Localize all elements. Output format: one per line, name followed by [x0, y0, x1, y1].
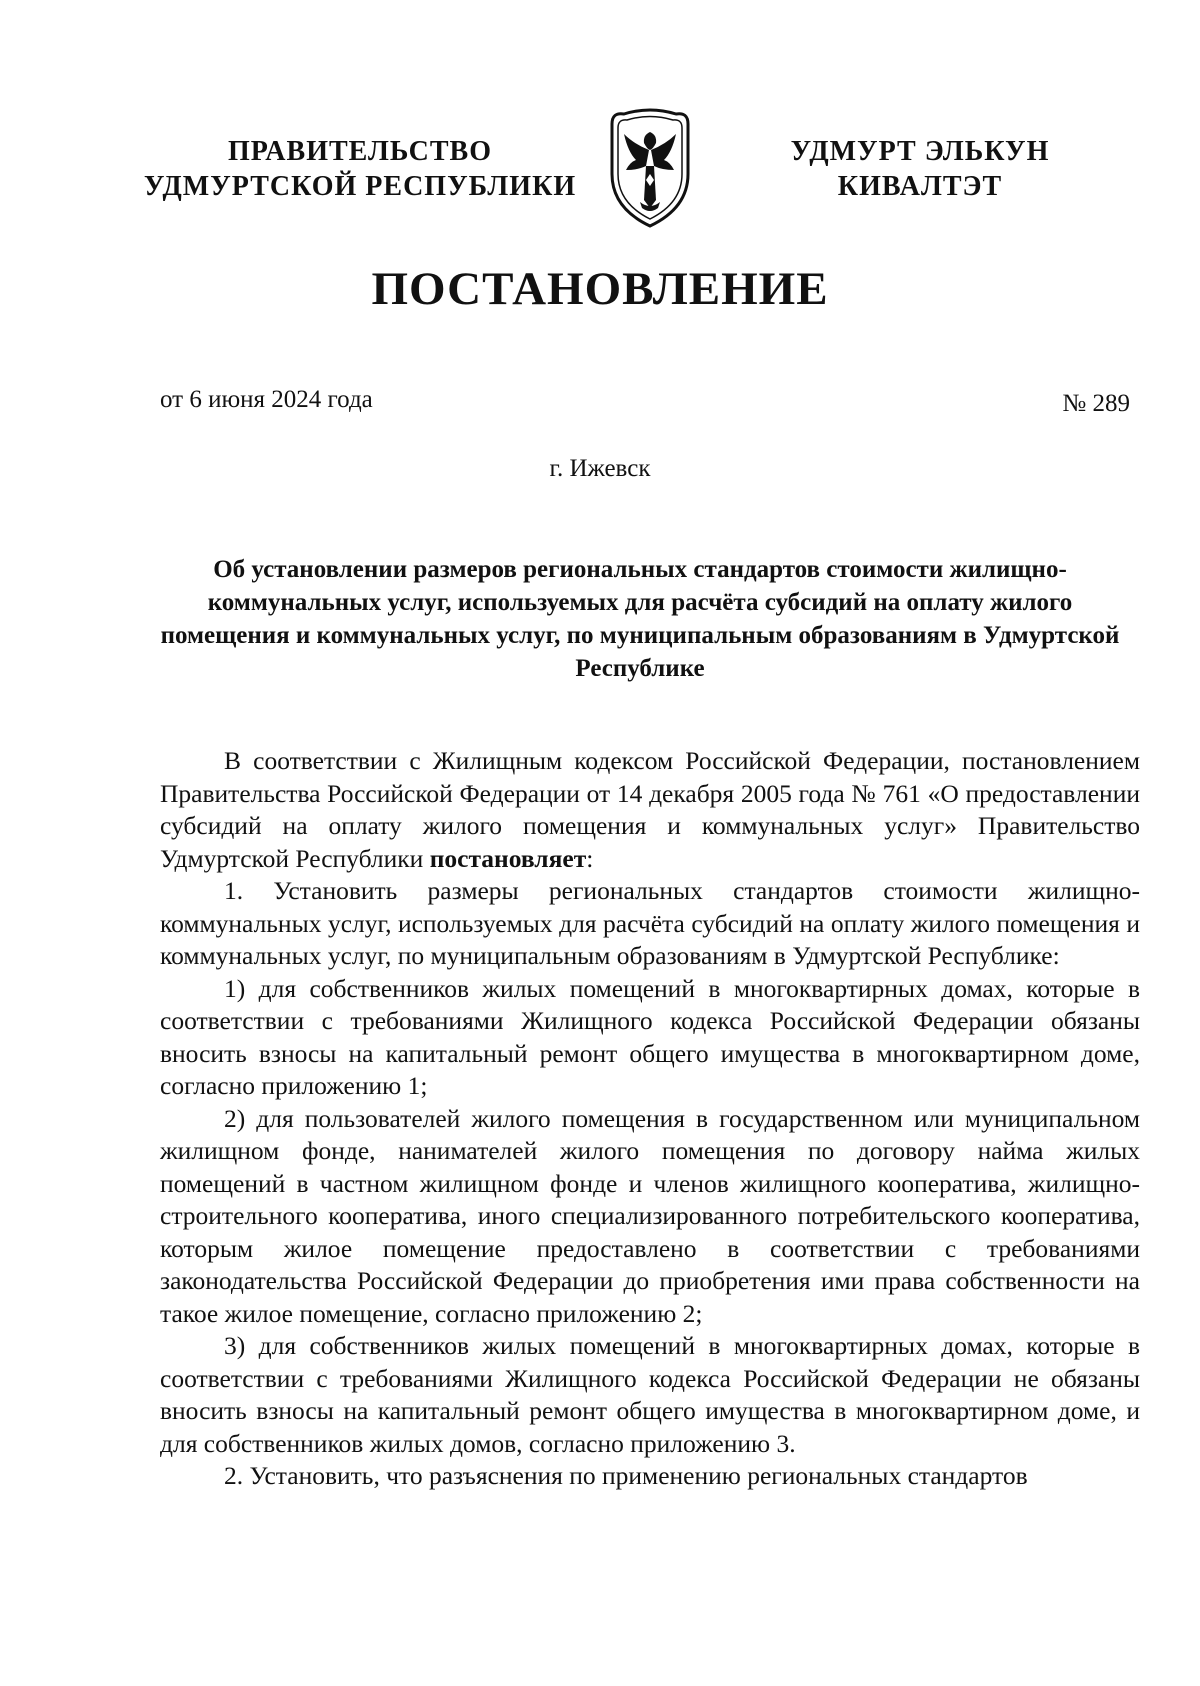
preamble-bold-word: постановляет — [429, 843, 587, 873]
document-city: г. Ижевск — [549, 455, 651, 482]
government-name-line1: ПРАВИТЕЛЬСТВО — [228, 136, 492, 167]
paragraph-1-1: 1) для собственников жилых помещений в многоквартирных домах, которые в соответствии с требованиями Жилищного кодекса Российской Федерации обязаны вносить взносы на капитальный ремонт общего имущества в многоквартирном доме, согласно приложению 1; — [160, 973, 1140, 1100]
government-name-udmurt — [770, 134, 1070, 204]
document-body — [160, 745, 1140, 1493]
government-name-line2: УДМУРТСКОЙ РЕСПУБЛИКИ — [143, 171, 577, 202]
document-number: № 289 — [1062, 390, 1130, 417]
preamble-text: В соответствии с Жилищным кодексом Российской Федерации, постановлением Правительства Российской Федерации от 14 декабря 2005 года № 761 «О предоставлении субсидий на оплату жилого помещения и коммунальных услуг» Правительство Удмуртской Республики — [160, 746, 1140, 873]
government-name-udmurt-line1: УДМУРТ ЭЛЬКУН — [790, 136, 1050, 167]
government-name-udmurt-line2: КИВАЛТЭТ — [837, 171, 1003, 202]
paragraph-1: 1. Установить размеры региональных стандартов стоимости жилищно-коммунальных услуг, используемых для расчёта субсидий на оплату жилого помещения и коммунальных услуг, по муниципальным образованиям в Удмуртской Республике: — [160, 876, 1140, 970]
preamble-tail: : — [586, 843, 594, 873]
document-date: от 6 июня 2024 года — [160, 386, 373, 413]
preamble-paragraph — [160, 745, 1140, 875]
paragraph-1-2: 2) для пользователей жилого помещения в государственном или муниципальном жилищном фонде, нанимателей жилого помещения по договору найма жилых помещений в частном жилищном фонде и членов жилищного кооператива, жилищно-строительного кооператива, иного специализированного потребительского кооператива, которым жилое помещение предоставлено в соответствии с требованиями законодательства Российской Федерации до приобретения ими права собственности на такое жилое помещение, согласно приложению 2; — [160, 1103, 1140, 1328]
paragraph-1-3: 3) для собственников жилых помещений в многоквартирных домах, которые в соответствии с требованиями Жилищного кодекса Российской Федерации не обязаны вносить взносы на капитальный ремонт общего имущества в многоквартирном доме, и для собственников жилых домов, согласно приложению 3. — [160, 1331, 1140, 1458]
government-name-russian — [140, 134, 580, 204]
coat-of-arms-icon — [602, 104, 698, 230]
document-title: Об установлении размеров региональных стандартов стоимости жилищно-коммунальных услуг, используемых для расчёта субсидий на оплату жилого помещения и коммунальных услуг, по муниципальным образованиям в Удмуртской Республике — [160, 556, 1120, 682]
paragraph-2: 2. Установить, что разъяснения по применению региональных стандартов — [224, 1461, 1028, 1490]
document-type-heading: ПОСТАНОВЛЕНИЕ — [371, 263, 829, 315]
